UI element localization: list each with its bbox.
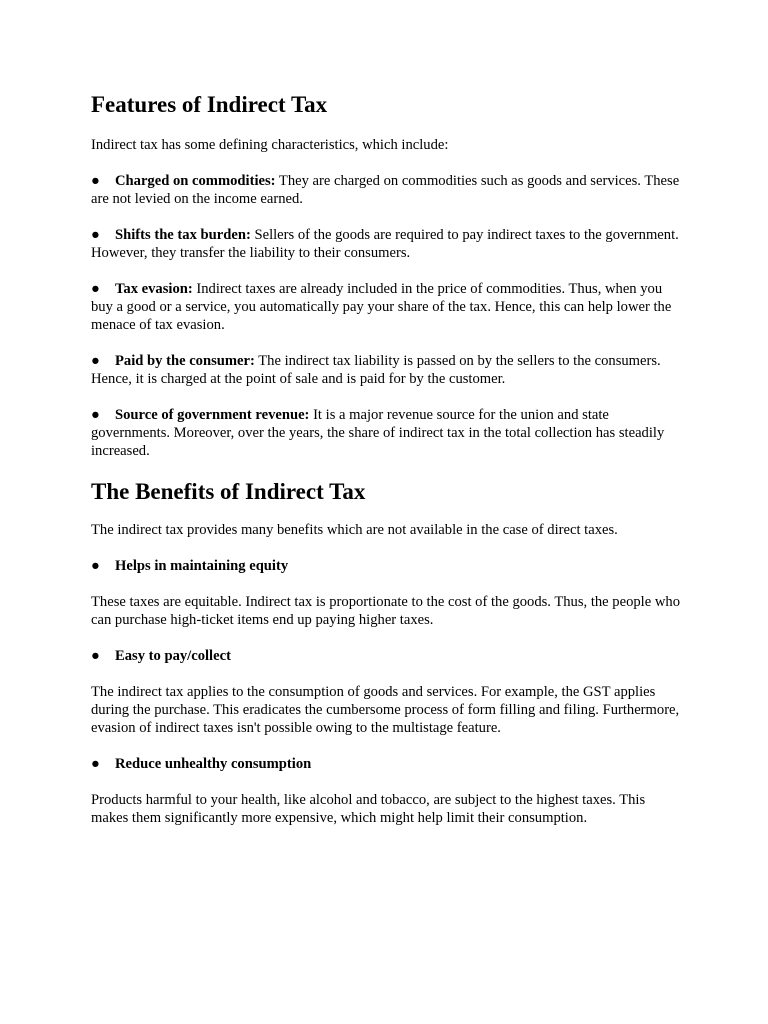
feature-item-paid-by-consumer (91, 352, 681, 388)
benefit-title: Reduce unhealthy consumption (115, 756, 312, 773)
bullet-icon: ● (91, 756, 100, 773)
benefit-heading-unhealthy-consumption (91, 755, 681, 773)
benefit-title: Helps in maintaining equity (115, 558, 289, 575)
bullet-icon: ● (91, 406, 100, 423)
benefit-heading-equity (91, 557, 681, 575)
feature-term: Charged on commodities: (115, 172, 276, 189)
benefit-title: Easy to pay/collect (115, 648, 231, 665)
section-heading-benefits: The Benefits of Indirect Tax (91, 478, 366, 504)
feature-text: They are charged on commodities such as goods and services. These are not levied on the income earned. (91, 172, 680, 207)
benefit-body-easy-to-pay: The indirect tax applies to the consumption of goods and services. For example, the GST applies during the purchase. This eradicates the cumbersome process of form filling and filing. Furthermore, evasion of indirect taxes isn't possible owing to the multistage feature. (91, 684, 680, 737)
feature-item-source-of-revenue (91, 406, 681, 460)
document-page (91, 91, 681, 845)
feature-item-shifts-tax-burden (91, 226, 681, 262)
bullet-icon: ● (91, 280, 100, 297)
features-intro: Indirect tax has some defining characteristics, which include: (91, 136, 449, 153)
section-heading-features: Features of Indirect Tax (91, 92, 328, 117)
feature-item-tax-evasion (91, 280, 681, 334)
benefits-intro: The indirect tax provides many benefits which are not available in the case of direct taxes. (91, 522, 618, 539)
feature-text: The indirect tax liability is passed on by the sellers to the consumers. Hence, it is charged at the point of sale and is paid for by the customer. (91, 352, 661, 387)
feature-term: Shifts the tax burden: (115, 226, 251, 243)
feature-text: Indirect taxes are already included in the price of commodities. Thus, when you buy a good or a service, you automatically pay your share of the tax. Hence, this can help lower the menace of tax evasion. (91, 280, 672, 333)
feature-term: Paid by the consumer: (115, 352, 255, 369)
benefit-heading-easy-to-pay (91, 647, 681, 665)
feature-item-charged-on-commodities (91, 172, 681, 208)
benefit-body-unhealthy-consumption: Products harmful to your health, like alcohol and tobacco, are subject to the highest taxes. This makes them significantly more expensive, which might help limit their consumption. (91, 792, 646, 827)
bullet-icon: ● (91, 558, 100, 575)
bullet-icon: ● (91, 226, 100, 243)
feature-term: Source of government revenue: (115, 406, 310, 423)
bullet-icon: ● (91, 648, 100, 665)
feature-text: It is a major revenue source for the union and state governments. Moreover, over the years, the share of indirect tax in the total collection has steadily increased. (91, 406, 665, 459)
benefit-body-equity: These taxes are equitable. Indirect tax is proportionate to the cost of the goods. Thus, the people who can purchase high-ticket items end up paying higher taxes. (91, 594, 680, 629)
feature-text: Sellers of the goods are required to pay indirect taxes to the government. However, they transfer the liability to their consumers. (91, 226, 679, 261)
feature-term: Tax evasion: (115, 280, 193, 297)
bullet-icon: ● (91, 172, 100, 189)
bullet-icon: ● (91, 352, 100, 369)
